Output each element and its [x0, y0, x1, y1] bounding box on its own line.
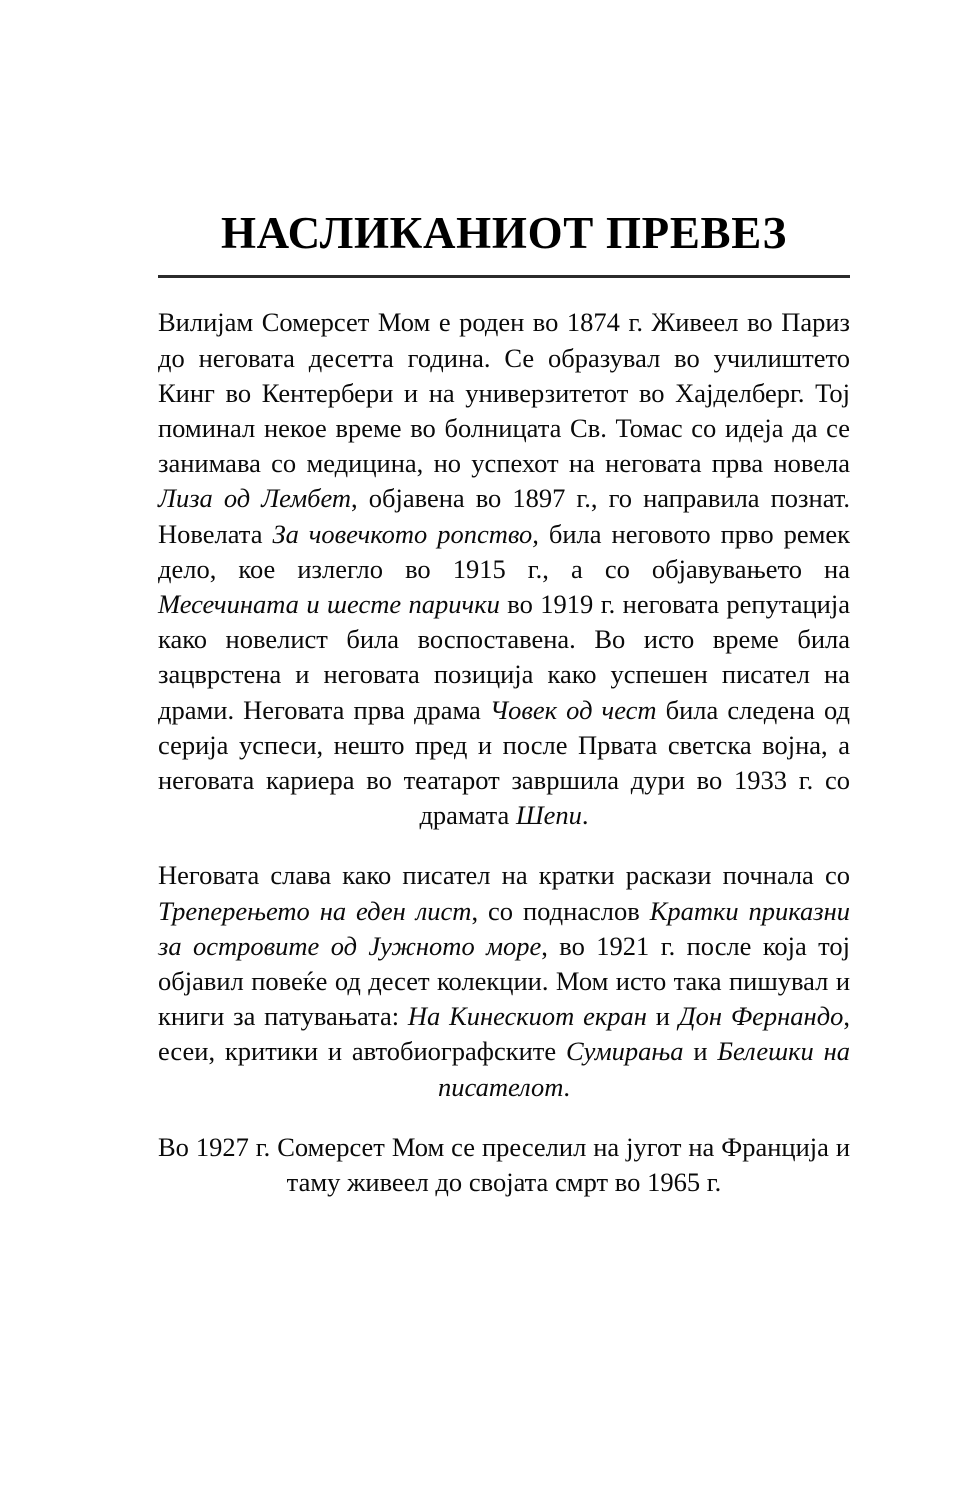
- work-title-italic: Човек од чест: [489, 694, 657, 725]
- body-text: [158, 305, 850, 1200]
- work-title-italic: Дон Фернандо: [678, 1001, 844, 1032]
- paragraph-biography-early-career: Вилијам Сомерсет Мом е роден во 1874 г. Живеел во Париз до неговата десетта година. Се образувал во училиштето Кинг во Кентербери и на универзитетот во Хајделберг. Тој поминал некое време во болницата Св. Томас со идеја да се занимава со медицина, но успехот на неговата прва новела Лиза од Лембет, објавена во 1897 г., го направила познат. Новелата За човечкото ропство, била неговото прво ремек дело, кое излегло во 1915 г., а со објавувањето на Месечината и шесте парички во 1919 г. неговата репутација како новелист била воспоставена. Во исто време била зацврстена и неговата позиција како успешен писател на драми. Неговата прва драма Човек од чест била следена од серија успеси, нешто пред и после Првата светска војна, а неговата кариера во театарот завршила дури во 1933 г. со драмата Шепи.: [158, 307, 850, 831]
- paragraph-short-stories-and-travel-books: Неговата слава како писател на кратки раскази почнала со Треперењето на еден лист, со поднаслов Кратки приказни за островите од Јужното море, во 1921 г. после која тој објавил повеќе од десет колекции. Мом исто така пишувал и книги за патувањата: На Кинескиот екран и Дон Фернандо, есеи, критики и автобиографските Сумирања и Белешки на писателот.: [158, 860, 851, 1102]
- work-title-italic: Месечината и шесте парички: [158, 589, 500, 620]
- work-title-italic: Треперењето на еден лист: [158, 895, 472, 926]
- work-title-italic: На Кинескиот екран: [407, 1001, 647, 1032]
- work-title-italic: Кратки приказни за островите од Јужното море: [158, 895, 851, 961]
- title-divider-rule: [158, 275, 850, 278]
- work-title-italic: Сумирања: [565, 1036, 684, 1067]
- work-title-italic: Лиза од Лембет: [158, 483, 352, 514]
- title-block: [158, 0, 850, 278]
- paragraph-later-life: Во 1927 г. Сомерсет Мом се преселил на југот на Франција и таму живеел до својата смрт во 1965 г.: [158, 1131, 850, 1198]
- work-title-italic: Белешки на писателот: [438, 1036, 850, 1102]
- page-content-column: [158, 0, 850, 1200]
- page-title: НАСЛИКАНИОТ ПРЕВЕЗ: [220, 208, 787, 258]
- work-title-italic: Шепи: [516, 800, 582, 831]
- work-title-italic: За човечкото ропство,: [272, 518, 539, 549]
